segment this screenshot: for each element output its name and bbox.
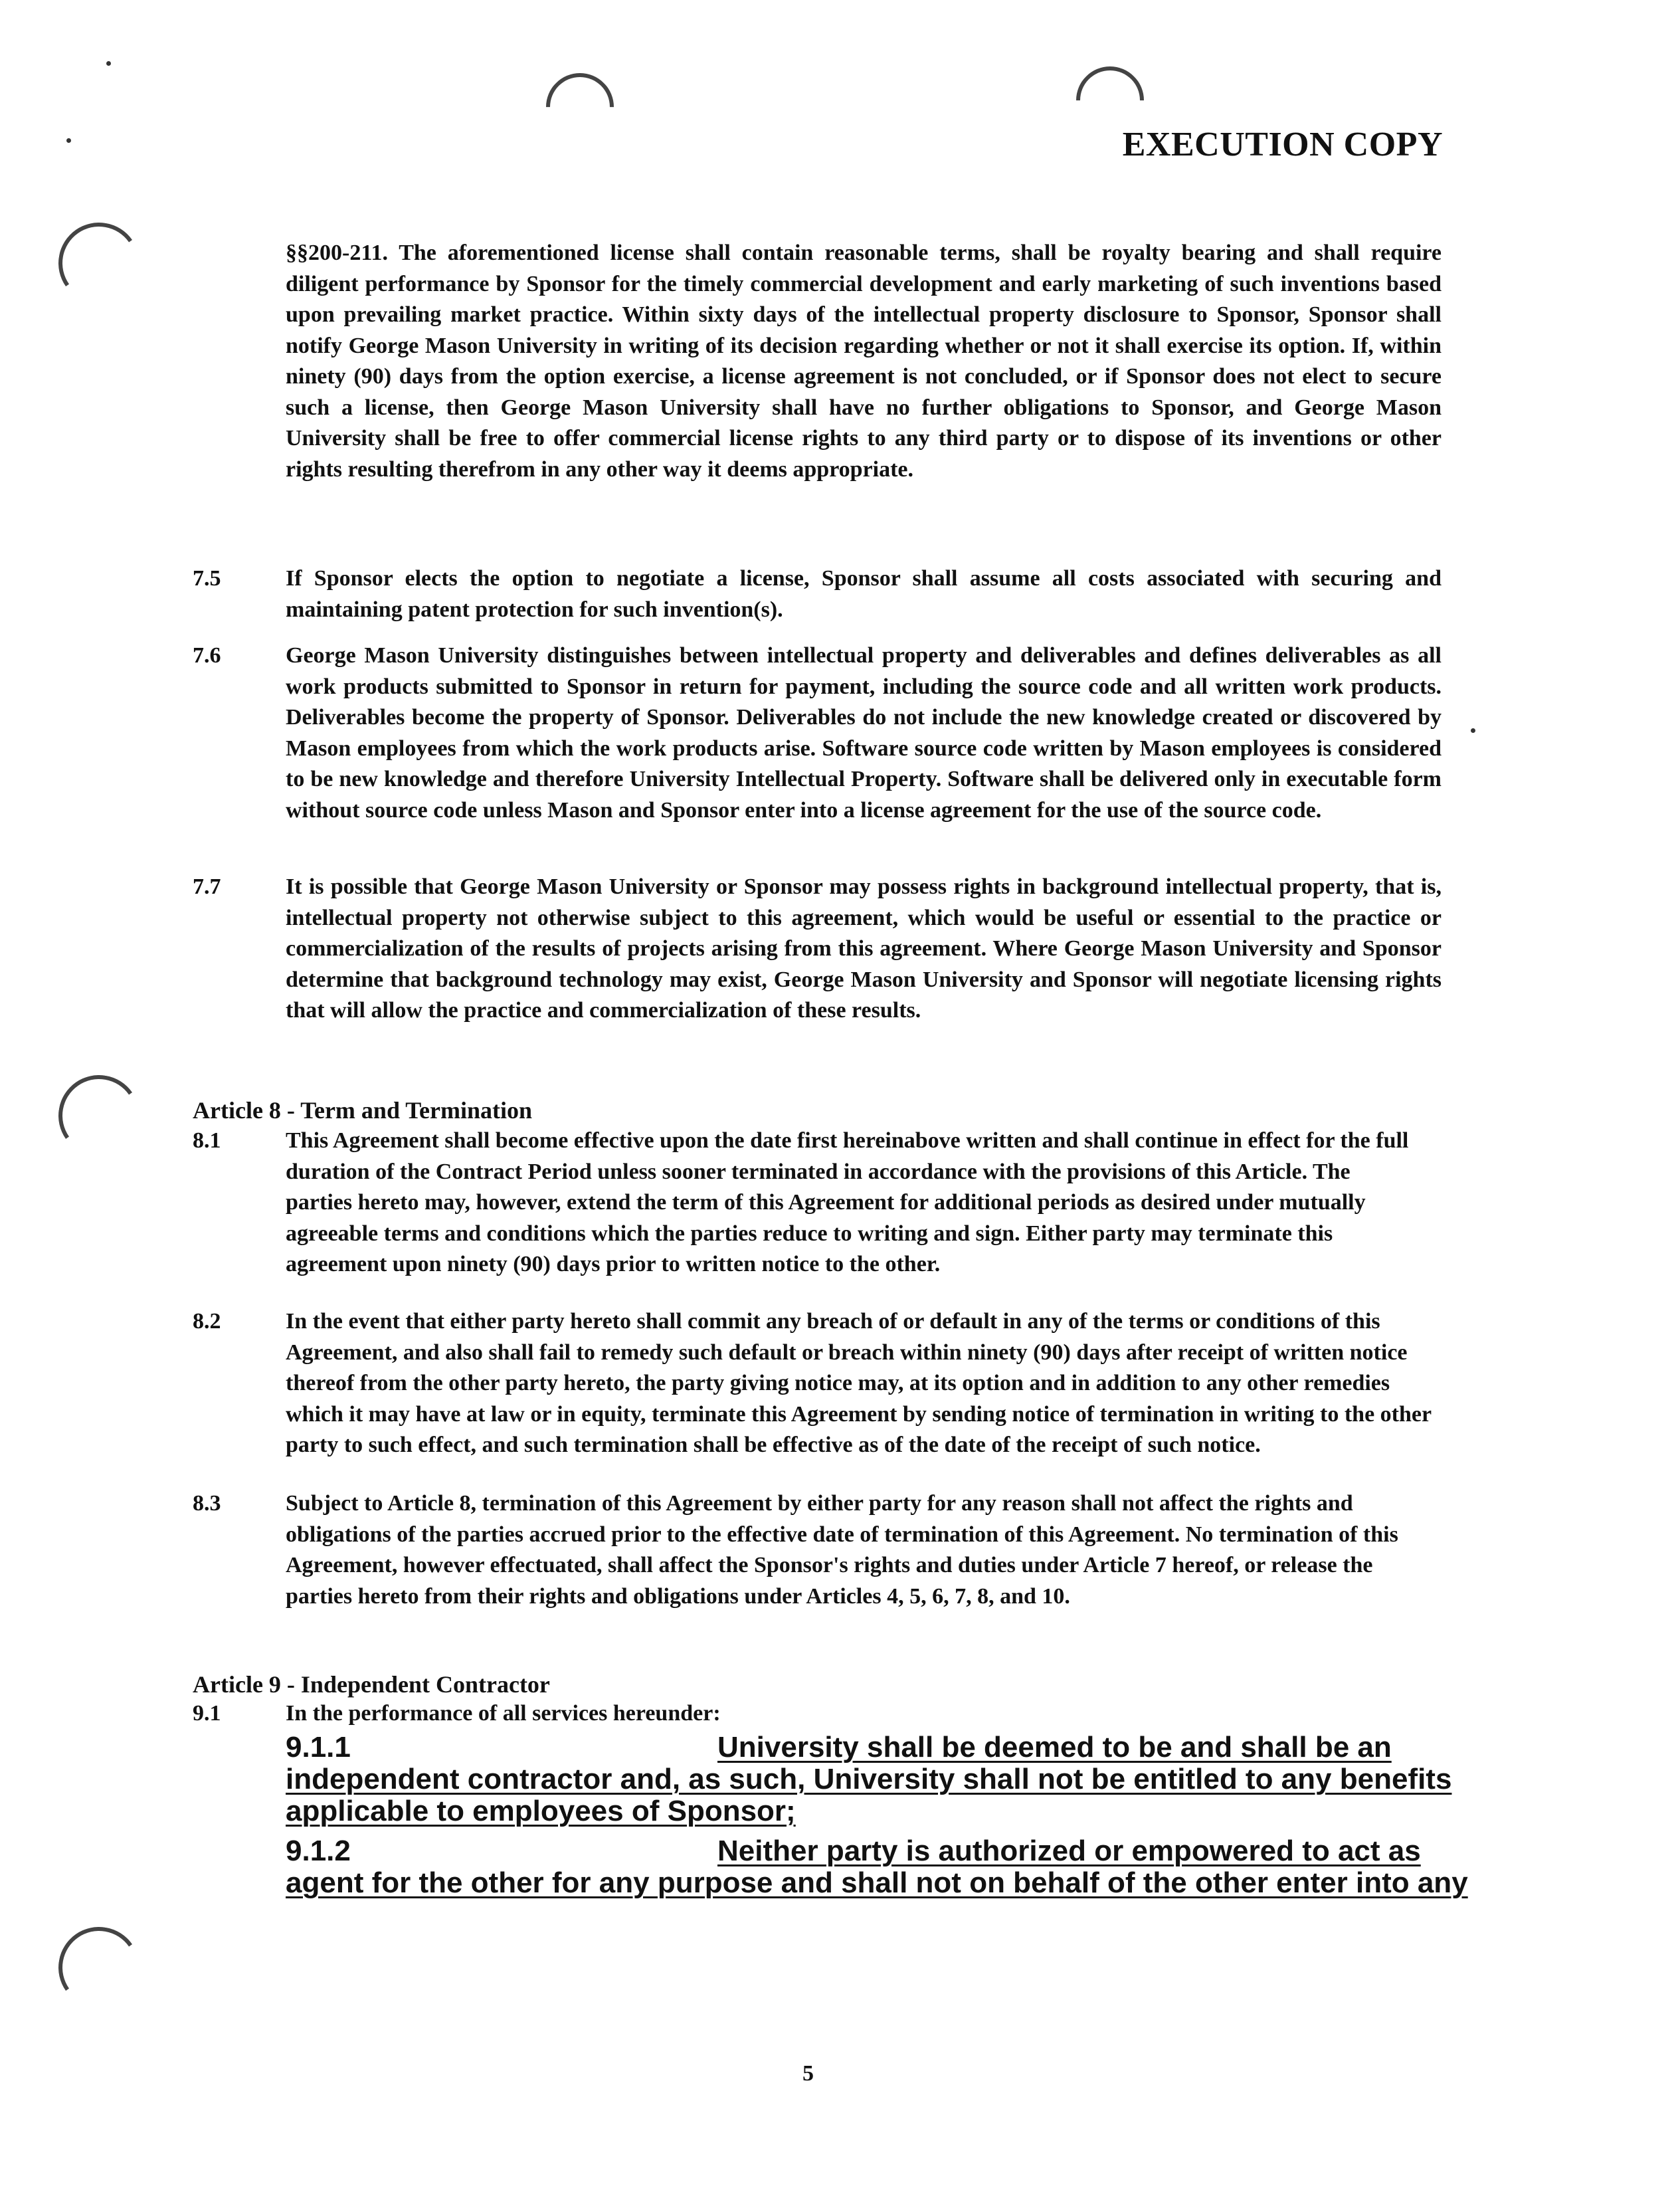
section-text: If Sponsor elects the option to negotiate a license, Sponsor shall assume all costs associated with securing and maintaining patent protection for such invention(s).: [286, 566, 1442, 622]
section-text: It is possible that George Mason University or Sponsor may possess rights in background intellectual property, that is, intellectual property not otherwise subject to this agreement, which would be useful or essential to the practice or commercialization of the results of projects arising from this agreement. Where George Mason University and Sponsor determine that background technology may exist, George Mason University and Sponsor will negotiate licensing rights that will allow the practice and commercialization of these results.: [286, 874, 1442, 1023]
section-text: This Agreement shall become effective upon the date first hereinabove written and shall continue in effect for the full duration of the Contract Period unless sooner terminated in accordance with the provisions of this Article. The parties hereto may, however, extend the term of this Agreement for additional periods as desired under mutually agreeable terms and conditions which the parties reduce to writing and sign. Either party may terminate this agreement upon ninety (90) days prior to written notice to the other.: [286, 1128, 1409, 1276]
punch-hole-mark: [52, 216, 145, 310]
section-number: 7.6: [193, 643, 221, 668]
page-number: 5: [802, 2061, 814, 2086]
section-text: Subject to Article 8, termination of this Agreement by either party for any reason shall not affect the rights and obligations of the parties accrued prior to the effective date of termination of this Agreement. No termination of this Agreement, however effectuated, shall affect the Sponsor's rights and duties under Article 7 hereof, or release the parties hereto from their rights and obligations under Articles 4, 5, 6, 7, 8, and 10.: [286, 1491, 1398, 1609]
section-text: George Mason University distinguishes between intellectual property and deliverables and defines deliverables as all work products submitted to Sponsor in return for payment, including the source code and all written work products. Deliverables become the property of Sponsor. Deliverables do not include the new knowledge created or discovered by Mason employees from which the work products arise. Software source code written by Mason employees is considered to be new knowledge and therefore University Intellectual Property. Software shall be delivered only in executable form without source code unless Mason and Sponsor enter into a license agreement for the use of the source code.: [286, 643, 1442, 823]
section-number: 8.3: [193, 1491, 221, 1516]
section-number: 8.2: [193, 1309, 221, 1334]
punch-hole-mark: [52, 1068, 145, 1162]
subsection-9-1-2: [286, 1835, 1468, 1899]
section-number: 7.5: [193, 566, 221, 591]
section-text: In the event that either party hereto shall commit any breach of or default in any of the terms or conditions of this Agreement, and also shall fail to remedy such default or breach within ninety (90) days after receipt of written notice thereof from the other party hereto, the party giving notice may, at its option and in addition to any other remedies which it may have at law or in equity, terminate this Agreement by sending notice of termination in writing to the other party to such effect, and such termination shall be effective as of the date of the receipt of such notice.: [286, 1309, 1432, 1457]
subsection-text: University shall be deemed to be and shall be an: [717, 1731, 1392, 1763]
punch-hole-mark: [52, 1920, 145, 2014]
continuation-paragraph: §§200-211. The aforementioned license shall contain reasonable terms, shall be royalty bearing and shall require diligent performance by Sponsor for the timely commercial development and early marketing of such inventions based upon prevailing market practice. Within sixty days of the intellectual property disclosure to Sponsor, Sponsor shall notify George Mason University in writing of its decision regarding whether or not it shall exercise its option. If, within ninety (90) days from the option exercise, a license agreement is not concluded, or if Sponsor does not elect to secure such a license, then George Mason University shall have no further obligations to Sponsor, and George Mason University shall be free to offer commercial license rights to any third party or to dispose of its inventions or other rights resulting therefrom in any other way it deems appropriate.: [286, 241, 1442, 482]
scan-speck: [106, 61, 111, 66]
article-9-heading: Article 9 - Independent Contractor: [193, 1671, 550, 1698]
subsection-text: applicable to employees of Sponsor;: [286, 1795, 796, 1827]
subsection-number: 9.1.1: [286, 1731, 351, 1763]
section-number: 8.1: [193, 1128, 221, 1153]
scan-speck: [66, 138, 71, 143]
section-number: 7.7: [193, 874, 221, 899]
subsection-text: Neither party is authorized or empowered to act as: [717, 1835, 1421, 1867]
subsection-text: agent for the other for any purpose and shall not on behalf of the other enter into any: [286, 1866, 1468, 1899]
section-text: In the performance of all services hereunder:: [286, 1701, 721, 1726]
subsection-text: independent contractor and, as such, University shall not be entitled to any benefits: [286, 1763, 1452, 1795]
subsection-number: 9.1.2: [286, 1835, 351, 1867]
subsection-9-1-1: [286, 1731, 1452, 1827]
section-number: 9.1: [193, 1701, 221, 1726]
scan-speck: [1471, 728, 1475, 733]
execution-copy-label: EXECUTION COPY: [1122, 126, 1443, 163]
punch-hole-mark: [532, 59, 628, 155]
article-8-heading: Article 8 - Term and Termination: [193, 1097, 532, 1124]
